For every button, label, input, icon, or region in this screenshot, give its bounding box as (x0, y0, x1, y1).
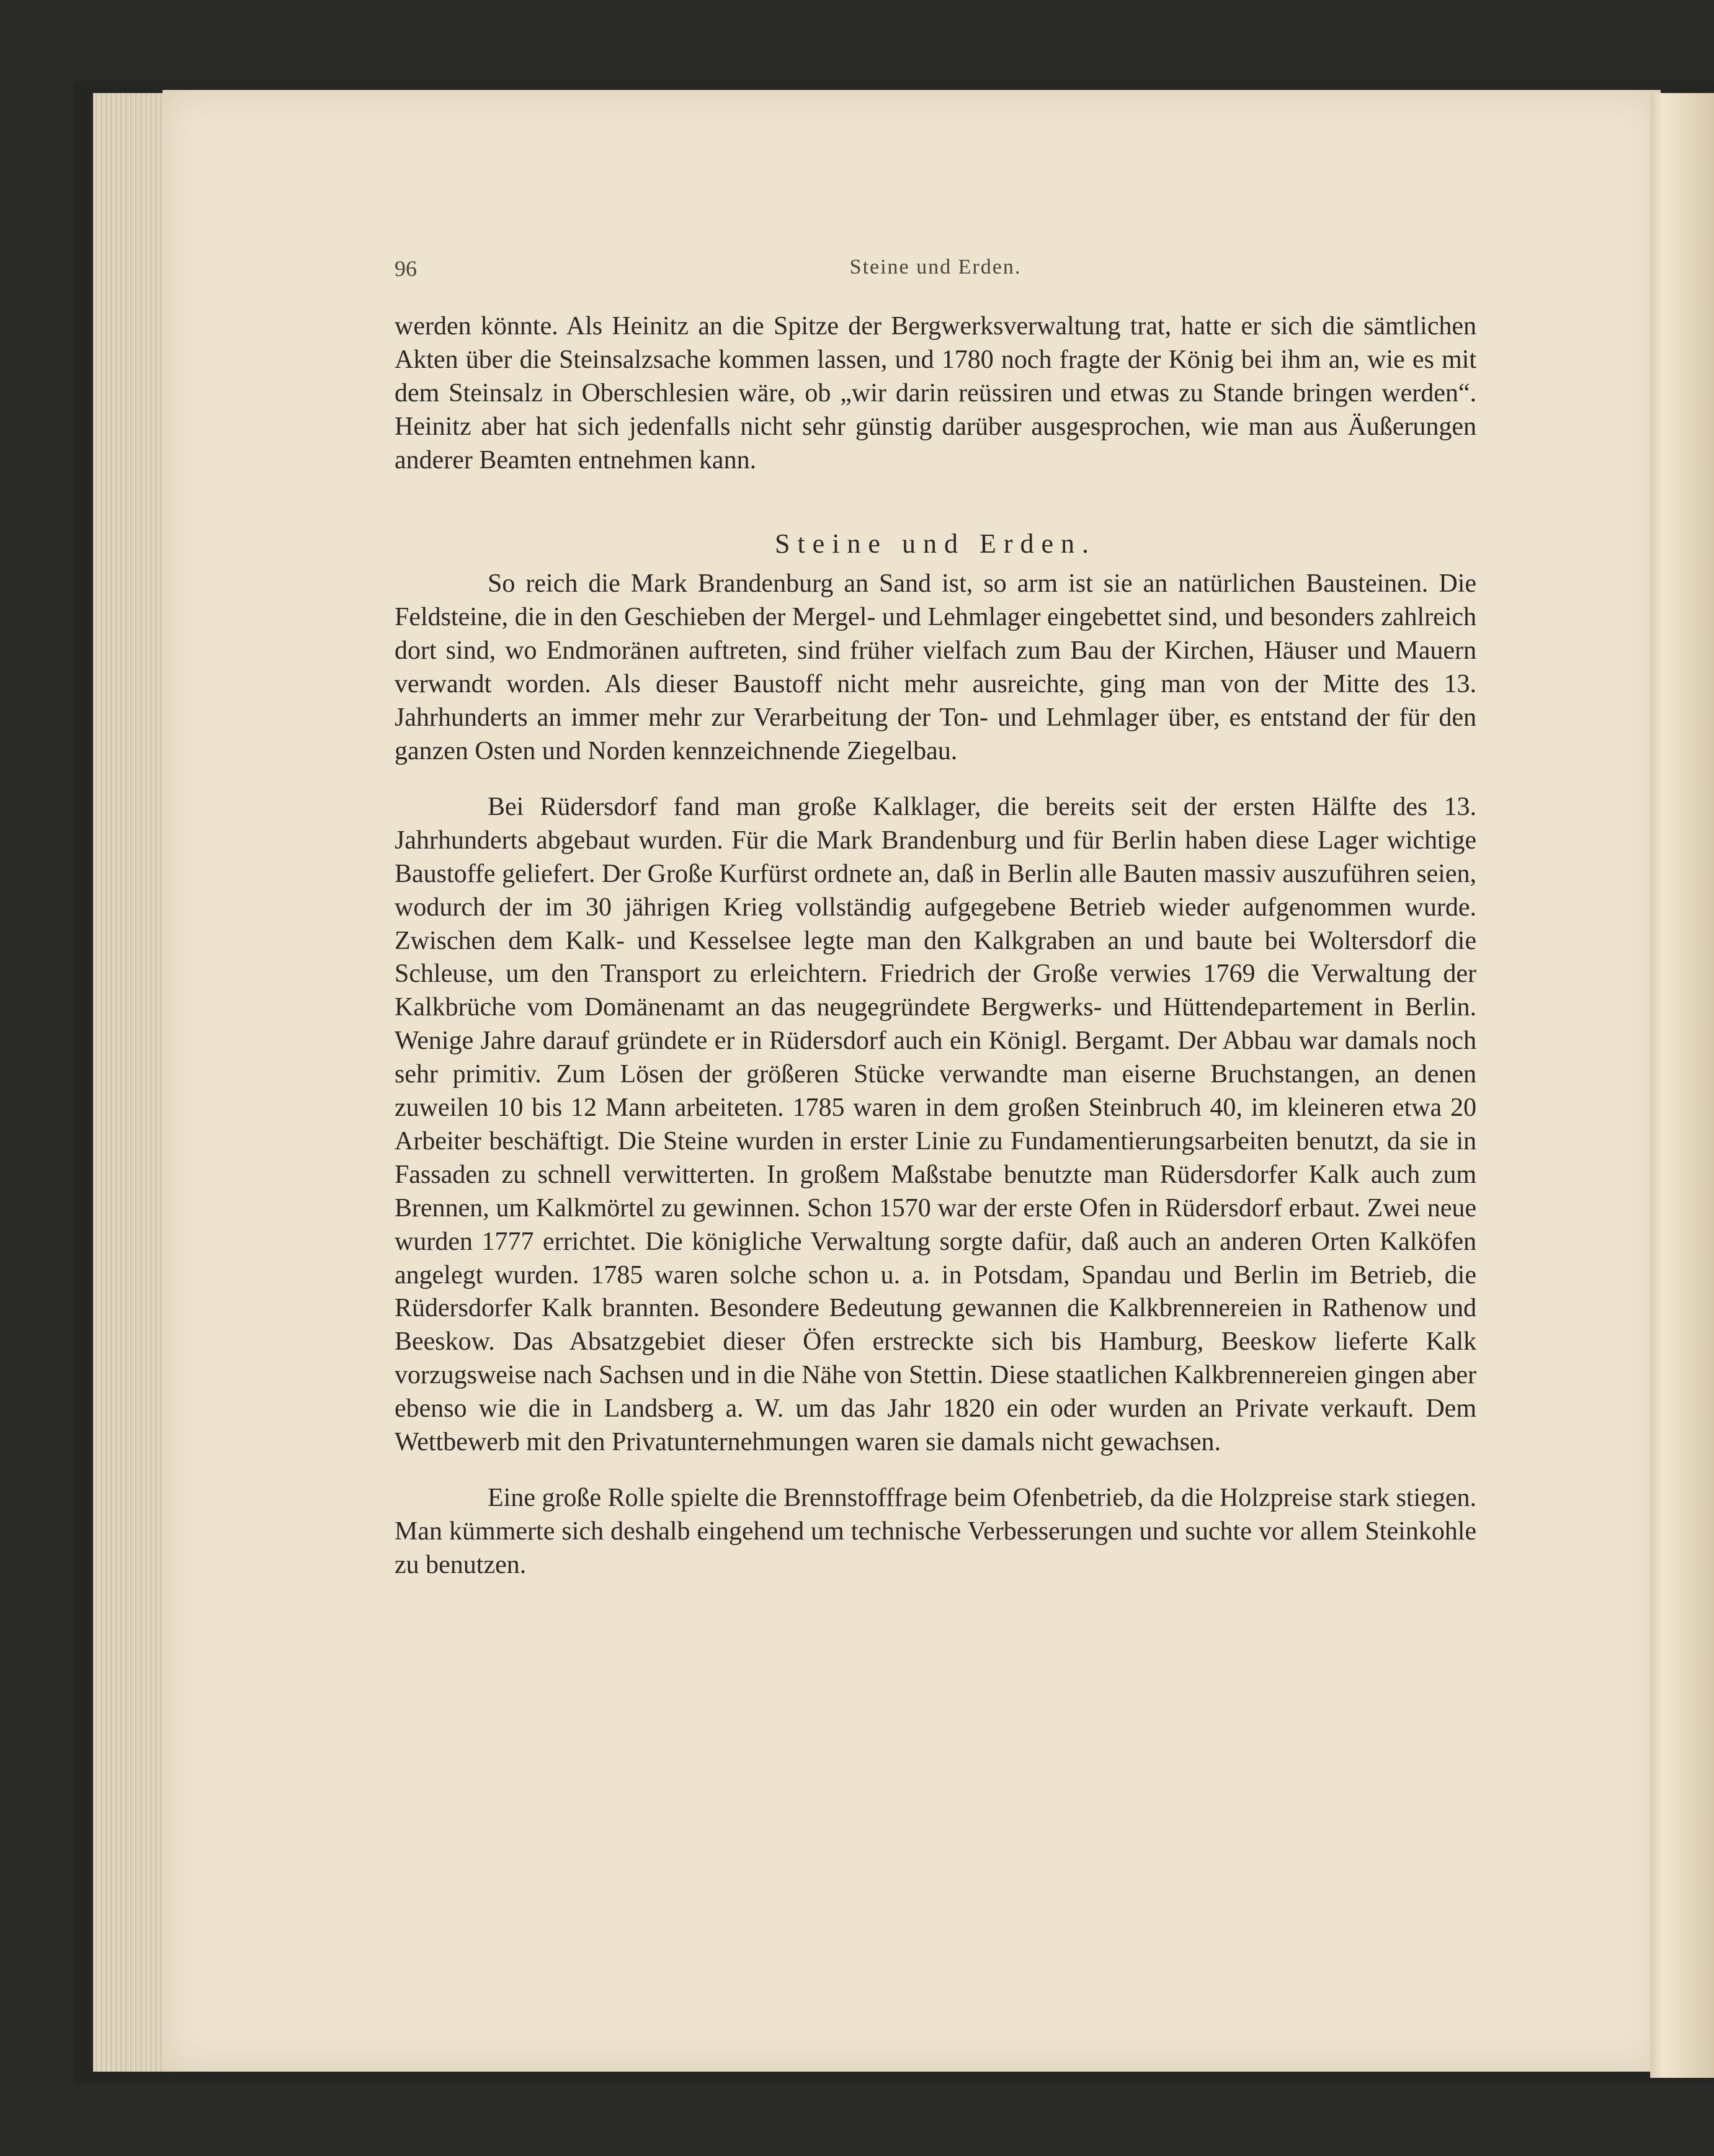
page-header (395, 256, 1476, 287)
page-number: 96 (395, 256, 417, 281)
paragraph-1: So reich die Mark Brandenburg an Sand ist, so arm ist sie an natürlichen Bausteinen. Die Feldsteine, die in den Geschieben der Mergel- und Lehmlager eingebettet sind, und besonders zahlreich dort sind, wo Endmoränen auftreten, sind früher vielfach zum Bau der Kirchen, Häuser und Mauern verwandt worden. Als dieser Baustoff nicht mehr ausreichte, ging man von der Mitte des 13. Jahrhunderts an immer mehr zur Verarbeitung der Ton- und Lehmlager über, es entstand der für den ganzen Osten und Norden kennzeichnende Ziegelbau. (395, 569, 1476, 765)
text-column (395, 310, 1476, 1582)
facing-page-edge (1650, 93, 1714, 2078)
paragraph-2: Bei Rüdersdorf fand man große Kalklager, die bereits seit der ersten Hälfte des 13. Jahrhunderts abgebaut wurden. Für die Mark Brandenburg und für Berlin haben diese Lager wichtige Baustoffe geliefert. Der Große Kurfürst ordnete an, daß in Berlin alle Bauten massiv auszuführen seien, wodurch der im 30 jährigen Krieg vollständig aufgegebene Betrieb wieder aufgenommen wurde. Zwischen dem Kalk- und Kesselsee legte man den Kalkgraben an und baute bei Woltersdorf die Schleuse, um den Transport zu erleichtern. Friedrich der Große verwies 1769 die Verwaltung der Kalkbrüche vom Domänenamt an das neugegründete Bergwerks- und Hüttendepartement in Berlin. Wenige Jahre darauf gründete er in Rüdersdorf auch ein Königl. Bergamt. Der Abbau war damals noch sehr primitiv. Zum Lösen der größeren Stücke verwandte man eiserne Bruchstangen, an denen zuweilen 10 bis 12 Mann arbeiteten. 1785 waren in dem großen Steinbruch 40, im kleineren etwa 20 Arbeiter beschäftigt. Die Steine wurden in erster Linie zu Fundamentierungsarbeiten benutzt, da sie in Fassaden zu schnell verwitterten. In großem Maßstabe benutzte man Rüdersdorfer Kalk auch zum Brennen, um Kalkmörtel zu gewinnen. Schon 1570 war der erste Ofen in Rüdersdorf erbaut. Zwei neue wurden 1777 errichtet. Die königliche Verwaltung sorgte dafür, daß auch an anderen Orten Kalköfen angelegt wurden. 1785 waren solche schon u. a. in Potsdam, Spandau und Berlin im Betrieb, die Rüdersdorfer Kalk brannten. Besondere Bedeutung gewannen die Kalkbrennereien in Rathenow und Beeskow. Das Absatzgebiet dieser Öfen erstreckte sich bis Hamburg, Beeskow lieferte Kalk vorzugsweise nach Sachsen und in die Nähe von Stettin. Diese staatlichen Kalkbrennereien gingen aber ebenso wie die in Landsberg a. W. um das Jahr 1820 ein oder wurden an Private verkauft. Dem Wettbewerb mit den Privatunternehmungen waren sie damals nicht gewachsen. (395, 792, 1476, 1457)
section-title: Steine und Erden. (774, 528, 1097, 559)
paragraph-3: Eine große Rolle spielte die Brennstofffrage beim Ofenbetrieb, da die Holzpreise stark stiegen. Man kümmerte sich deshalb eingehend um technische Verbesserungen und suchte vor allem Steinkohle zu benutzen. (395, 1484, 1476, 1579)
running-head: Steine und Erden. (849, 256, 1022, 278)
intro-paragraph: werden könnte. Als Heinitz an die Spitze der Bergwerksverwaltung trat, hatte er sich die sämtlichen Akten über die Steinsalzsache kommen lassen, und 1780 noch fragte der König bei ihm an, wie es mit dem Steinsalz in Oberschlesien wäre, ob „wir darin reüssiren und etwas zu Stande bringen werden“. Heinitz aber hat sich jedenfalls nicht sehr günstig darüber ausgesprochen, wie man aus Äußerungen anderer Beamten entnehmen kann. (395, 312, 1476, 474)
